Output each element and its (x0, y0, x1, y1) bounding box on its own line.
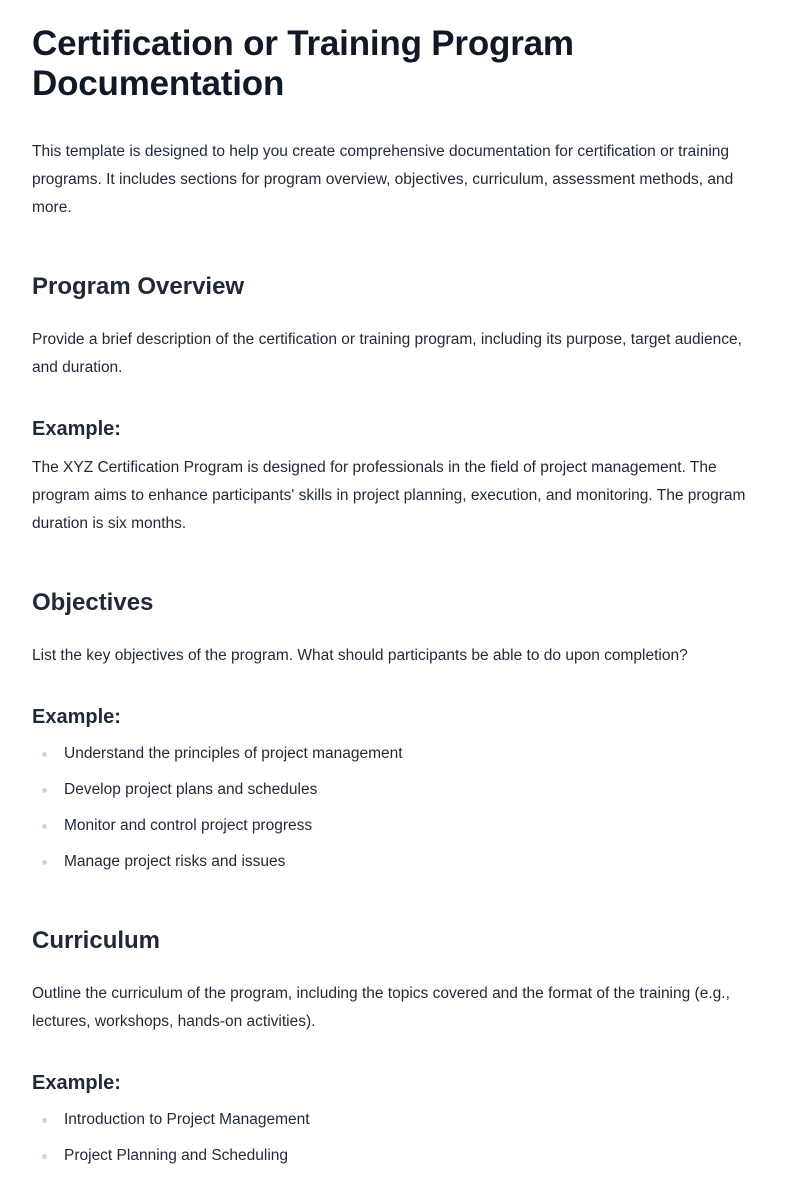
list-item-text: Understand the principles of project management (64, 745, 403, 762)
list-item (32, 742, 768, 766)
list-item (32, 778, 768, 802)
list-item-text: Monitor and control project progress (64, 817, 313, 834)
bullet-icon (42, 1118, 47, 1123)
bullet-icon (42, 1154, 47, 1159)
section-description: Provide a brief description of the certification or training program, including its purpose, target audience, and duration. (32, 331, 742, 376)
list-item-text: Project Planning and Scheduling (64, 1147, 289, 1164)
page-title: Certification or Training Program Documentation (32, 24, 574, 103)
intro-paragraph: This template is designed to help you create comprehensive documentation for certification or training programs. It includes sections for program overview, objectives, curriculum, assessment methods, and more. (32, 143, 734, 216)
section-description: Outline the curriculum of the program, including the topics covered and the format of the training (e.g., lectures, workshops, hands-on activities). (32, 985, 730, 1030)
section-curriculum (32, 926, 768, 1168)
section-heading: Curriculum (32, 927, 161, 954)
bullet-icon (42, 752, 47, 757)
bullet-icon (42, 788, 47, 793)
list-item (32, 1144, 768, 1168)
example-text: The XYZ Certification Program is designed for professionals in the field of project management. The program aims to enhance participants' skills in project planning, execution, and monitoring. The program duration is six months. (32, 459, 746, 532)
section-objectives (32, 588, 768, 874)
list-item (32, 850, 768, 874)
example-heading: Example: (32, 706, 121, 728)
example-heading: Example: (32, 418, 121, 440)
list-item-text: Manage project risks and issues (64, 853, 286, 870)
bullet-icon (42, 860, 47, 865)
list-item-text: Develop project plans and schedules (64, 781, 318, 798)
bullet-icon (42, 824, 47, 829)
section-heading: Program Overview (32, 273, 245, 300)
curriculum-list (32, 1108, 768, 1168)
list-item (32, 814, 768, 838)
section-program-overview (32, 272, 768, 538)
section-heading: Objectives (32, 589, 154, 616)
list-item-text: Introduction to Project Management (64, 1111, 310, 1128)
objectives-list (32, 742, 768, 874)
example-heading: Example: (32, 1072, 121, 1094)
list-item (32, 1108, 768, 1132)
section-description: List the key objectives of the program. What should participants be able to do upon completion? (32, 647, 688, 664)
